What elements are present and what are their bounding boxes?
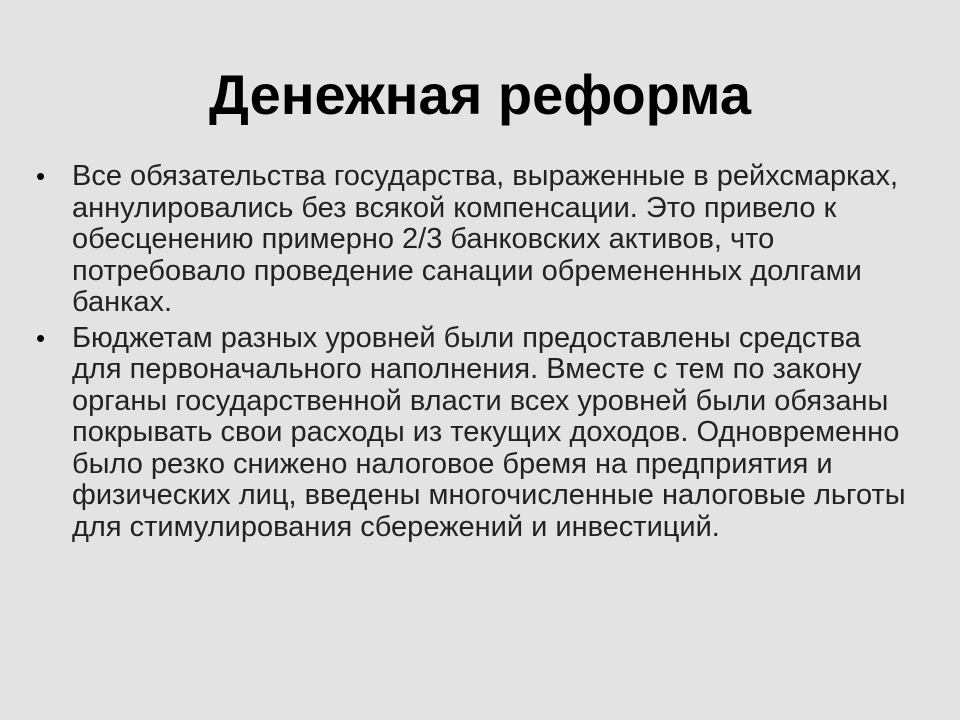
bullet-text: Бюджетам разных уровней были предоставлены средства для первоначального наполнения. Вместе с тем по закону органы государственной власти всех уровней были обязаны покрывать свои расходы из текущих доходов. Одновременно было резко снижено налоговое бремя на предприятия и физических лиц, введены многочисленные налоговые льготы для стимулирования сбережений и инвестиций.: [72, 321, 906, 543]
bullet-item: [36, 161, 916, 319]
bullet-dot-icon: •: [36, 322, 46, 353]
bullet-dot-icon: •: [36, 161, 46, 191]
bullet-text: Все обязательства государства, выраженные в рейхсмарках, аннулировались без всякой компенсации. Это привело к обесценению примерно 2/3 банковских активов, что потребовало проведение санации обремененных долгами банках.: [72, 160, 899, 318]
bullet-list: [36, 161, 916, 547]
bullet-item: [36, 323, 916, 544]
slide-title: Денежная реформа: [209, 63, 751, 126]
